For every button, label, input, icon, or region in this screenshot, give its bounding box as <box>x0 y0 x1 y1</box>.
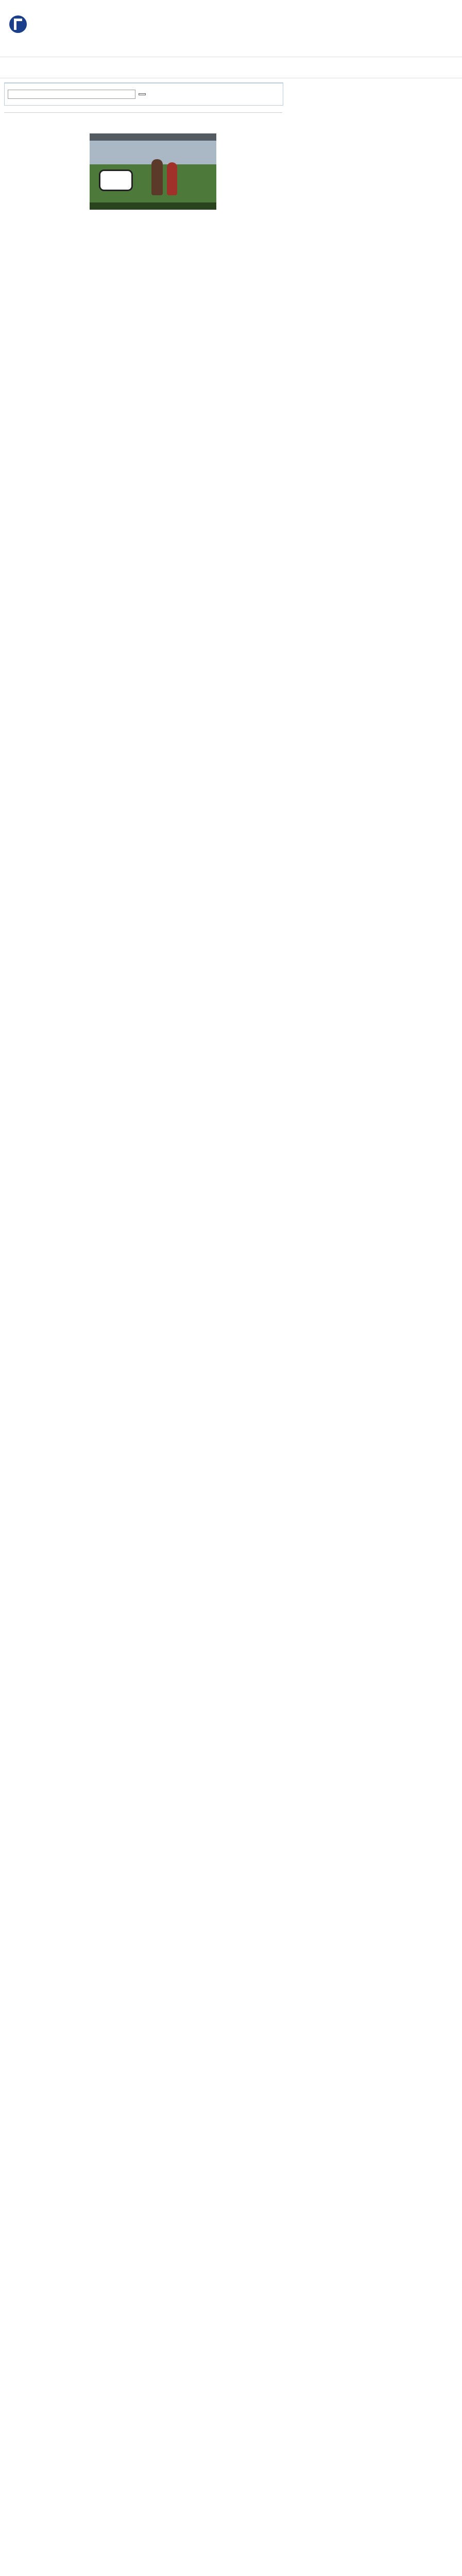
person-figure <box>151 159 163 195</box>
site-logo[interactable] <box>9 15 63 33</box>
logo-icon <box>9 15 27 33</box>
ad-caption <box>90 202 216 210</box>
page <box>0 0 462 210</box>
promo-heading <box>4 111 282 113</box>
ticker-search-input[interactable] <box>8 90 135 99</box>
person-figure <box>167 162 177 195</box>
get-quote-button[interactable] <box>139 93 146 95</box>
nav-subnav <box>5 83 283 88</box>
market-ticker <box>0 57 462 78</box>
article-body <box>12 133 419 210</box>
ad-label <box>90 133 216 141</box>
market-navigation <box>4 82 283 106</box>
cow-figure <box>99 170 133 191</box>
quick-links <box>5 101 283 105</box>
site-header <box>0 0 462 57</box>
quote-search-row <box>5 88 283 101</box>
promo-section <box>4 111 282 113</box>
video-advertisement[interactable] <box>90 133 216 210</box>
